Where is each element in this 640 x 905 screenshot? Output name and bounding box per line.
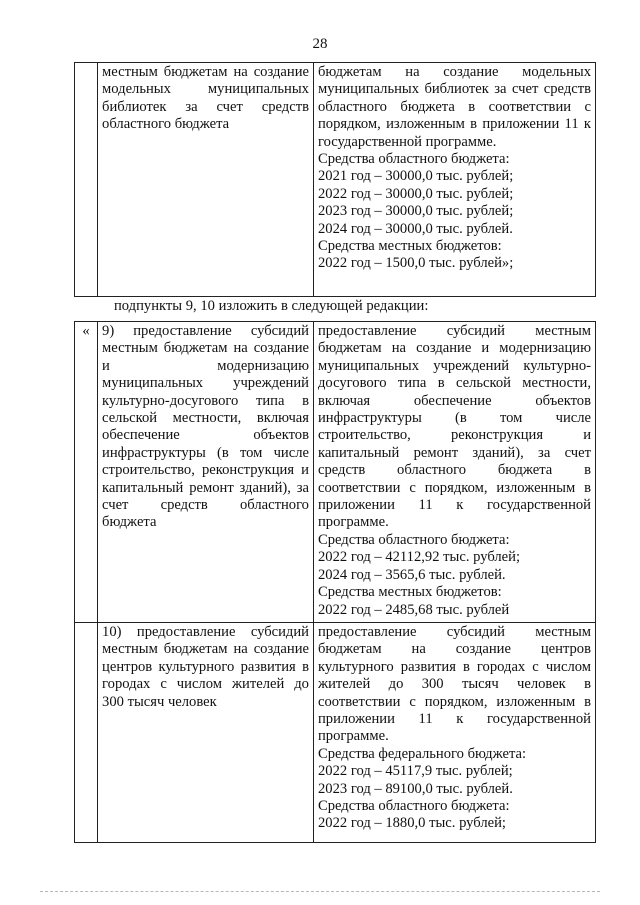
measure-name-cell: 9) предоставление субсидий местным бюджетам на создание и модернизацию муниципальных учреждений культурно-досугового типа в сельской местности, включая обеспечение объектов инфраструктуры (в том числе строительство, реконструкция и капитальный ремонт зданий), за счет средств областного бюджета bbox=[98, 322, 314, 623]
funding-line: 2024 год – 30000,0 тыс. рублей. bbox=[317, 220, 513, 237]
row-marker-cell bbox=[75, 622, 98, 842]
measure-name-cell: местным бюджетам на создание модельных муниципальных библиотек за счет средств областного бюджета bbox=[98, 63, 314, 297]
row-marker-cell bbox=[75, 63, 98, 297]
funding-line: 2023 год – 89100,0 тыс. рублей. bbox=[317, 780, 513, 797]
measure-description-cell bbox=[313, 322, 595, 623]
table-row bbox=[75, 322, 596, 623]
description-text: предоставление субсидий местным бюджетам на создание и модернизацию муниципальных учреждений культурно-досугового типа в сельской местности, включая обеспечение объектов инфраструктуры (в том числе строительство, реконструкция и капитальный ремонт зданий), за счет средств областного бюджета в соответствии с порядком, изложенным в приложении 11 к государственной программе. bbox=[317, 323, 591, 531]
opening-quote-mark: « bbox=[75, 322, 98, 623]
funding-line: Средства областного бюджета: bbox=[317, 797, 510, 814]
funding-line: 2023 год – 30000,0 тыс. рублей; bbox=[317, 203, 514, 220]
measure-description-cell bbox=[313, 63, 595, 297]
description-text: предоставление субсидий местным бюджетам на создание центров культурного развития в городах с числом жителей до 300 тысяч человек в соответствии с порядком, изложенным в приложении 11 к государственной программе. bbox=[317, 623, 591, 745]
page-number: 28 bbox=[312, 36, 328, 52]
funding-line: 2022 год – 1500,0 тыс. рублей»; bbox=[317, 255, 514, 272]
funding-line: Средства местных бюджетов: bbox=[317, 584, 502, 601]
funding-line: Средства местных бюджетов: bbox=[317, 238, 502, 255]
scan-edge-line bbox=[40, 891, 600, 892]
funding-line: Средства областного бюджета: bbox=[317, 531, 510, 548]
amendment-table bbox=[74, 321, 596, 843]
funding-line: Средства федерального бюджета: bbox=[317, 745, 527, 762]
funding-line: 2022 год – 42112,92 тыс. рублей; bbox=[317, 549, 521, 566]
measure-name-cell: 10) предоставление субсидий местным бюджетам на создание центров культурного развития в городах с числом жителей до 300 тысяч человек bbox=[98, 622, 314, 842]
funding-line: 2022 год – 2485,68 тыс. рублей bbox=[317, 601, 510, 618]
amendment-instruction: подпункты 9, 10 изложить в следующей редакции: bbox=[114, 298, 429, 314]
measure-description-cell bbox=[313, 622, 595, 842]
table-row bbox=[75, 63, 596, 297]
description-text: бюджетам на создание модельных муниципальных библиотек за счет средств областного бюджета в соответствии с порядком, изложенным в приложении 11 к государственной программе. bbox=[317, 64, 591, 150]
funding-line: 2022 год – 45117,9 тыс. рублей; bbox=[317, 763, 513, 780]
funding-line: 2022 год – 30000,0 тыс. рублей; bbox=[317, 185, 514, 202]
funding-line: 2021 год – 30000,0 тыс. рублей; bbox=[317, 168, 514, 185]
funding-line: 2022 год – 1880,0 тыс. рублей; bbox=[317, 815, 506, 832]
funding-line: 2024 год – 3565,6 тыс. рублей. bbox=[317, 566, 506, 583]
funding-line: Средства областного бюджета: bbox=[317, 151, 510, 168]
table-row bbox=[75, 622, 596, 842]
continuation-table bbox=[74, 62, 596, 297]
